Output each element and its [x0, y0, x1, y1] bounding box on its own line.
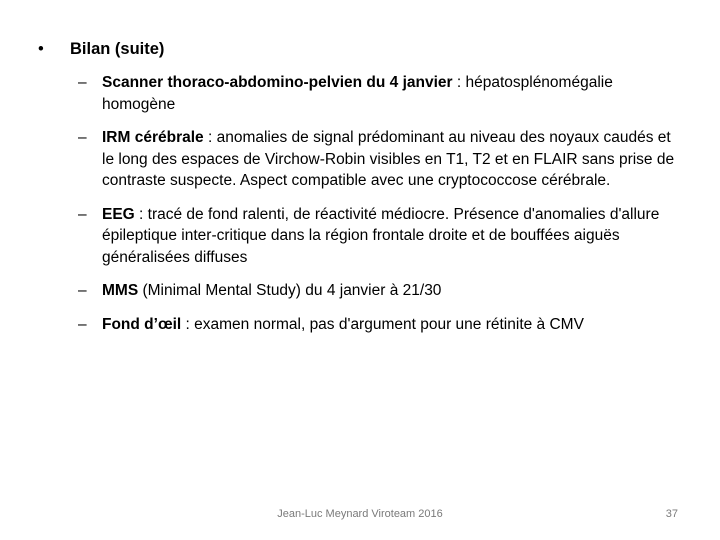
dash-icon: – [78, 129, 87, 146]
list-item-body: : tracé de fond ralenti, de réactivité médiocre. Présence d'anomalies d'allure épileptique inter-critique dans la région frontale droite et de bouffées aiguës généralisées diffuses [102, 205, 660, 266]
list-item-text [102, 204, 678, 269]
list-item-text [102, 280, 678, 302]
page-number: 37 [665, 508, 678, 520]
list-item-text [102, 314, 678, 336]
list-item-body: (Minimal Mental Study) du 4 janvier à 21/30 [138, 282, 442, 299]
section-title: Bilan (suite) [70, 40, 165, 58]
list-item-text [102, 72, 678, 115]
list-item-mms [78, 280, 678, 302]
list-item-body: : anomalies de signal prédominant au niveau des noyaux caudés et le long des espaces de Virchow-Robin visibles en T1, T2 et en FLAIR sans prise de contraste suspecte. Aspect compatible avec une cryptococcose cérébrale. [102, 129, 675, 189]
dash-icon: – [78, 74, 87, 91]
list-item-label: MMS [102, 282, 139, 299]
dash-icon: – [78, 282, 87, 299]
list-item-eeg [78, 204, 678, 269]
list-item-label: IRM cérébrale [102, 129, 204, 146]
footer [0, 506, 720, 522]
list-item-text [102, 127, 678, 192]
list-item-label: Scanner thoraco-abdomino-pelvien du 4 janvier [102, 74, 453, 91]
list-item-fond-oeil [78, 314, 678, 336]
list-item-label: EEG [102, 205, 135, 223]
footer-author: Jean-Luc Meynard Viroteam 2016 [277, 508, 443, 520]
list-item-irm [78, 127, 678, 192]
findings-list [78, 72, 678, 335]
bullet-icon: • [38, 40, 44, 58]
list-item-body: : examen normal, pas d'argument pour une rétinite à CMV [181, 315, 584, 333]
dash-icon: – [78, 205, 87, 223]
list-item-label: Fond d’œil [102, 315, 182, 333]
section-heading [38, 38, 164, 60]
dash-icon: – [78, 315, 87, 333]
list-item-scanner [78, 72, 678, 115]
list-item-body: : hépatosplénomégalie homogène [102, 74, 613, 113]
